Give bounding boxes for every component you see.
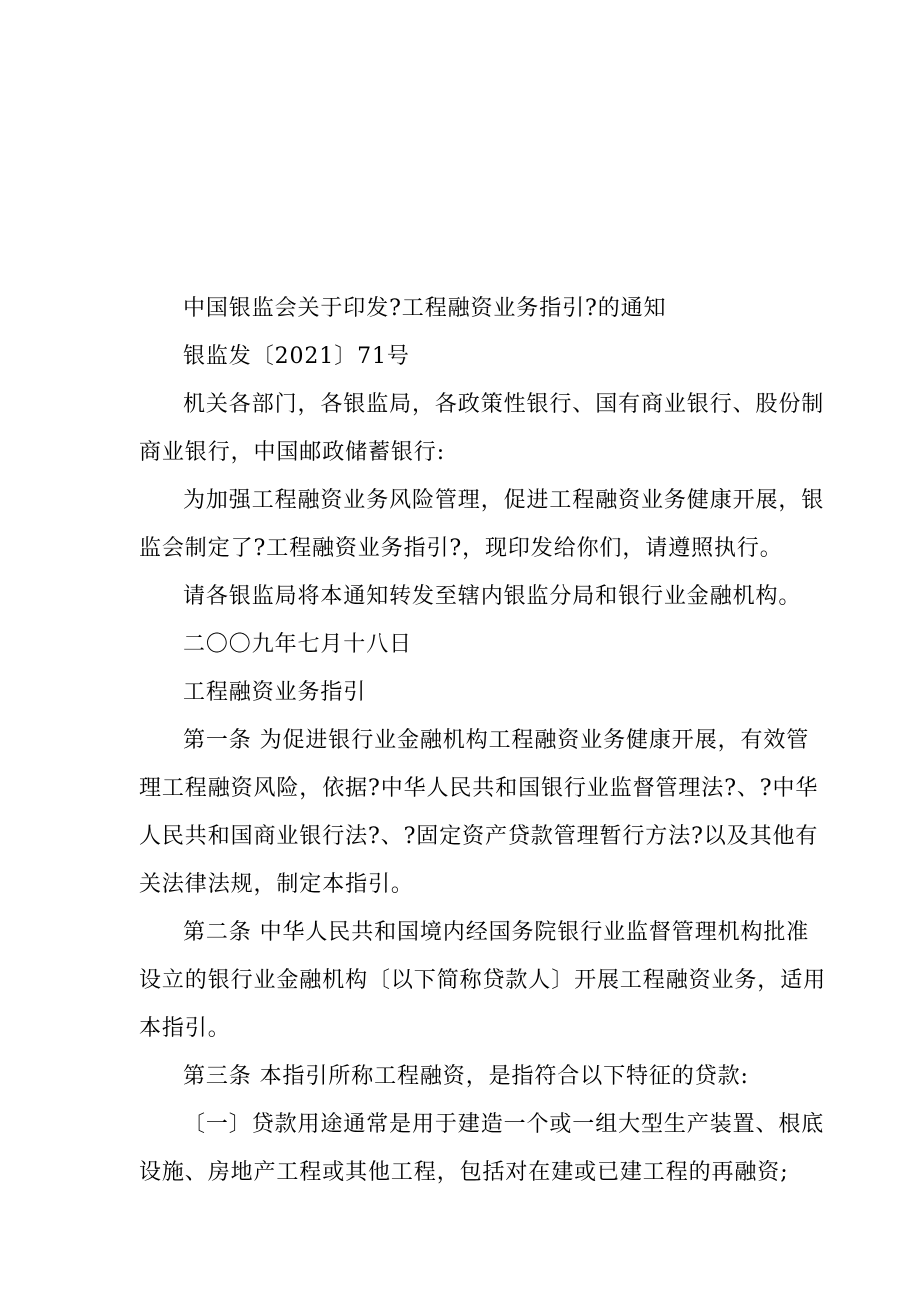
article-line: 理工程融资风险，依据?中华人民共和国银行业监督管理法?、?中华	[139, 776, 819, 801]
article-3-item-1	[139, 1101, 825, 1197]
addressees-line: 商业银行，中国邮政储蓄银行:	[139, 440, 446, 465]
article-line: 第二条 中华人民共和国境内经国务院银行业监督管理机构批准	[183, 920, 810, 945]
article-line: 设立的银行业金融机构〔以下简称贷款人〕开展工程融资业务，适用	[139, 968, 827, 993]
article-line: 关法律法规，制定本指引。	[139, 872, 414, 897]
notice-paragraph-1	[139, 477, 825, 573]
notice-paragraph-2: 请各银监局将本通知转发至辖内银监分局和银行业金融机构。	[183, 584, 802, 609]
article-line: 人民共和国商业银行法?、?固定资产贷款管理暂行方法?以及其他有	[139, 824, 819, 849]
notice-date: 二〇〇九年七月十八日	[183, 632, 413, 657]
article-2	[139, 909, 827, 1053]
item-line: 设施、房地产工程或其他工程，包括对在建或已建工程的再融资;	[139, 1160, 789, 1185]
addressees-line: 机关各部门，各银监局，各政策性银行、国有商业银行、股份制	[183, 392, 825, 417]
addressees-paragraph	[139, 381, 825, 477]
paragraph-line: 监会制定了?工程融资业务指引?，现印发给你们，请遵照执行。	[139, 536, 783, 561]
article-3: 第三条 本指引所称工程融资，是指符合以下特征的贷款:	[183, 1064, 749, 1089]
article-line: 本指引。	[139, 1016, 231, 1041]
document-number: 银监发〔2021〕71号	[183, 344, 410, 369]
paragraph-line: 为加强工程融资业务风险管理，促进工程融资业务健康开展，银	[183, 488, 825, 513]
article-1	[139, 717, 819, 909]
guideline-title: 工程融资业务指引	[183, 680, 367, 705]
notice-title: 中国银监会关于印发?工程融资业务指引?的通知	[183, 296, 667, 321]
item-line: 〔一〕贷款用途通常是用于建造一个或一组大型生产装置、根底	[183, 1112, 825, 1137]
article-line: 第一条 为促进银行业金融机构工程融资业务健康开展，有效管	[183, 728, 810, 753]
document-body	[139, 285, 827, 1197]
